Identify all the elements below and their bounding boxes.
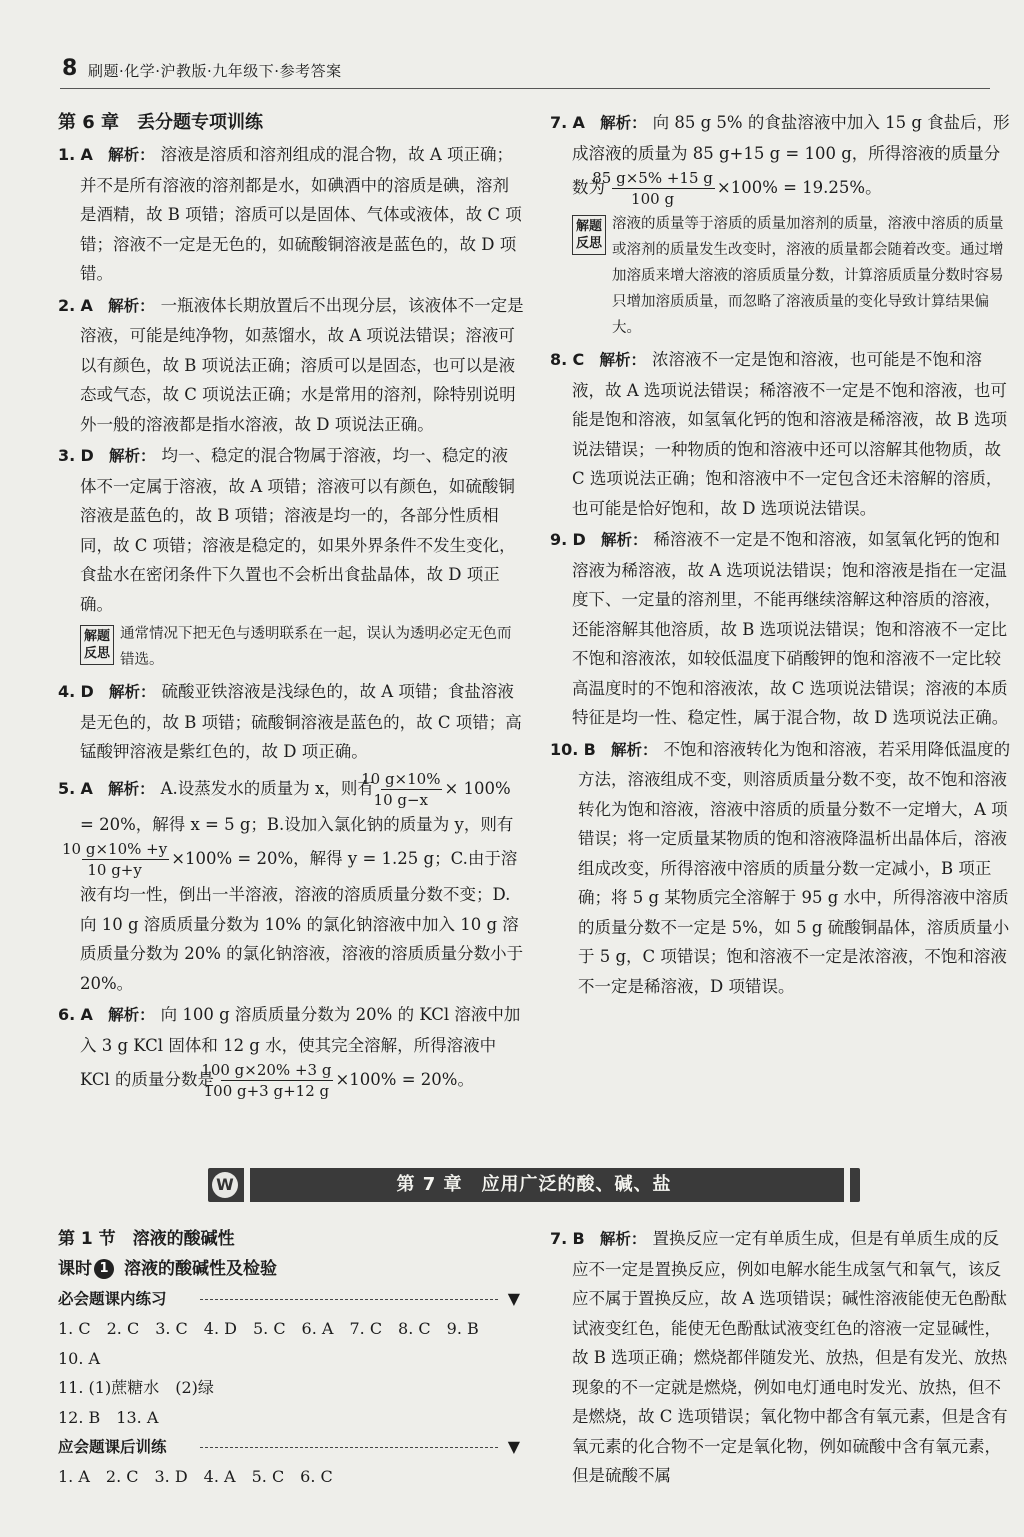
dashed-rule (200, 1447, 498, 1448)
reflection-text: 通常情况下把无色与透明联系在一起，误认为透明必定无色而错选。 (120, 626, 512, 668)
fraction-numerator: 10 g×10% +y (62, 840, 168, 858)
tag-line-1: 解题 (576, 219, 603, 234)
tag-line-2: 反思 (84, 646, 111, 661)
question-8 (550, 345, 1014, 523)
question-5 (58, 769, 524, 999)
tag-line-1: 解题 (84, 629, 111, 644)
practice-heading-1 (58, 1284, 524, 1314)
page-header (60, 56, 990, 89)
fraction (592, 168, 715, 209)
reflection-tag (80, 625, 114, 665)
lesson-prefix: 课时 (58, 1259, 92, 1279)
reflection-text: 溶液的质量等于溶质的质量加溶剂的质量，溶液中溶质的质量或溶剂的质量发生改变时，溶液的质量都会随着改变。通过增加溶质来增大溶液的溶质质量分数，计算溶质质量分数时容易只增加溶质质量，而忽略了溶液质量的变化导致计算结果偏大。 (612, 216, 1004, 336)
question-1 (58, 140, 524, 289)
answer-letter: B (583, 739, 596, 759)
question-number: 7. (550, 113, 568, 132)
analysis-text: ×100% = 19.25%。 (716, 178, 882, 197)
analysis-label: 解析： (601, 531, 648, 549)
brand-logo-icon: W (212, 1172, 238, 1198)
reflection-note-7 (572, 211, 1014, 341)
answer-letter: A (80, 295, 93, 315)
analysis-label: 解析： (108, 779, 155, 798)
question-number: 10. (550, 739, 579, 759)
analysis-text: 不饱和溶液转化为饱和溶液，若采用降低温度的方法，溶液组成不变，则溶质质量分数不变，故不饱和溶液转化为饱和溶液，溶液中溶质的质量分数不一定增大，A 项错误；将一定质量某物质的饱和溶液降温析出晶体后，溶液组成改变，所得溶液中溶质的质量分数一定减小，B 项正确；将 5 g 某物质完全溶解于 95 g 水中，所得溶液中溶质的质量分数不一定是 5%，如 5 g 硫酸铜晶体，溶质质量小于 5 g，C 项错误；饱和溶液不一定是浓溶液，不饱和溶液不一定是稀溶液，D 项错误。 (578, 739, 1011, 996)
practice-heading-2 (58, 1432, 524, 1462)
analysis-label: 解析： (108, 296, 155, 315)
chapter7-right-column (550, 1224, 1014, 1493)
lesson-number-badge: 1 (94, 1259, 114, 1279)
answer-letter: A (80, 778, 93, 798)
question-number: 5. (58, 778, 76, 798)
question-number: 2. (58, 295, 76, 315)
practice-label: 应会题课后训练 (58, 1438, 167, 1456)
question-number: 1. (58, 145, 76, 164)
analysis-text: × 100% = 20%，解得 x = 5 g；B.设加入氯化钠的质量为 y，则有 (80, 778, 514, 834)
answer-row: 1. A 2. C 3. D 4. A 5. C 6. C (58, 1467, 333, 1486)
fraction-numerator: 85 g×5% +15 g (592, 169, 713, 187)
answer-letter: A (80, 1005, 93, 1024)
analysis-text: 硫酸亚铁溶液是浅绿色的，故 A 项错；食盐溶液是无色的，故 B 项错；硫酸铜溶液是蓝色的，故 C 项错；高锰酸钾溶液是紫红色的，故 D 项正确。 (80, 682, 522, 761)
answer-letter: D (80, 682, 94, 701)
answer-letter: C (572, 350, 585, 369)
question-number: 6. (58, 1005, 76, 1024)
analysis-text: 浓溶液不一定是饱和溶液，也可能是不饱和溶液，故 A 选项说法错误；稀溶液不一定是不饱和溶液，也可能是饱和溶液，如氢氧化钙的饱和溶液是稀溶液，故 B 选项说法错误；一种物质的饱和溶液中还可以溶解其他物质，故 C 选项说法正确；饱和溶液中不一定包含还未溶解的溶质，也可能是恰好饱和，故 D 选项说法错误。 (572, 350, 1008, 518)
lesson-name: 溶液的酸碱性及检验 (124, 1259, 277, 1279)
fraction-numerator: 100 g×20% +3 g (201, 1061, 332, 1079)
analysis-label: 解析： (599, 351, 646, 369)
fraction (62, 839, 169, 880)
reflection-tag (572, 215, 606, 255)
chapter7-title: 第 7 章 应用广泛的酸、碱、盐 (396, 1174, 672, 1195)
question-number: 9. (550, 530, 568, 549)
analysis-text: ×100% = 20%。 (335, 1070, 474, 1089)
answer-row: 10. A (58, 1348, 101, 1368)
analysis-text: 向 85 g 5% 的食盐溶液中加入 15 g 食盐后，形成溶液的质量为 85 g+15 g = 100 g，所得溶液的质量分数为 (572, 113, 1010, 197)
dashed-rule (200, 1299, 498, 1300)
analysis-label: 解析： (600, 114, 647, 132)
answer-list-1 (58, 1314, 524, 1432)
analysis-label: 解析： (108, 1006, 155, 1024)
question-2 (58, 291, 524, 440)
analysis-text: 一瓶液体长期放置后不出现分层，该液体不一定是溶液，可能是纯净物，如蒸馏水，故 A 项说法错误；溶液可以有颜色，故 B 项说法正确；溶质可以是固态，也可以是液态或气态，故 C 项说法正确；水是常用的溶剂，除特别说明外一般的溶液都是指水溶液，故 D 项说法正确。 (80, 295, 524, 434)
analysis-label: 解析： (108, 146, 155, 164)
banner-divider (844, 1168, 850, 1202)
question-number: 7. (550, 1229, 568, 1248)
ch7-question-7 (550, 1224, 1014, 1491)
analysis-label: 解析： (599, 1230, 647, 1248)
analysis-text: 向 100 g 溶质质量分数为 20% 的 KCl 溶液中加入 3 g KCl 固体和 12 g 水，使其完全溶解，所得溶液中 KCl 的质量分数是 (80, 1005, 521, 1089)
practice-label: 必会题课内练习 (58, 1290, 167, 1308)
answer-row: 11. (1)蔗糖水 (2)绿 (58, 1378, 214, 1397)
analysis-text: 溶液是溶质和溶剂组成的混合物，故 A 项正确；并不是所有溶液的溶剂都是水，如碘酒中的溶质是碘，溶剂是酒精，故 B 项错；溶质可以是固体、气体或液体，故 C 项错；溶液不一定是无色的，如硫酸铜溶液是蓝色的，故 D 项错。 (80, 145, 522, 283)
analysis-text: A.设蒸发水的质量为 x，则有 (160, 778, 374, 798)
question-7 (550, 108, 1014, 209)
question-6 (58, 1000, 524, 1101)
question-number: 3. (58, 446, 76, 465)
running-title: 刷题·化学·沪教版·九年级下·参考答案 (88, 62, 342, 80)
tag-line-2: 反思 (576, 236, 603, 251)
answer-letter: A (572, 113, 585, 132)
question-number: 8. (550, 350, 568, 369)
fraction-denominator: 10 g+y (87, 861, 142, 879)
analysis-label: 解析： (611, 740, 658, 759)
answer-letter: A (80, 145, 93, 164)
section-title: 第 1 节 溶液的酸碱性 (58, 1229, 235, 1249)
chapter7-left-column (58, 1224, 524, 1492)
answer-row: 12. B 13. A (58, 1407, 159, 1427)
fraction (361, 769, 442, 810)
answer-list-2 (58, 1462, 524, 1492)
fraction (201, 1060, 333, 1101)
question-number: 4. (58, 682, 76, 701)
answer-letter: D (80, 446, 94, 465)
question-4 (58, 677, 524, 767)
answer-row: 1. C 2. C 3. C 4. D 5. C 6. A 7. C 8. C 9. B (58, 1319, 479, 1338)
answer-letter: B (572, 1229, 585, 1248)
chapter7-banner (208, 1168, 860, 1202)
fraction-denominator: 100 g+3 g+12 g (203, 1082, 330, 1100)
question-3 (58, 441, 524, 619)
fraction-denominator: 10 g−x (373, 790, 429, 809)
analysis-text: 稀溶液不一定是不饱和溶液，如氢氧化钙的饱和溶液为稀溶液，故 A 选项说法错误；饱和溶液是指在一定温度下、一定量的溶剂里，不能再继续溶解这种溶质的溶液，还能溶解其他溶质，故 B 选项说法错误；饱和溶液不一定比不饱和溶液浓，如较低温度下硝酸钾的饱和溶液不一定比较高温度时的不饱和溶液浓，故 C 选项说法错误；溶液的本质特征是均一性、稳定性，属于混合物，故 D 选项说法正确。 (572, 530, 1009, 727)
question-10 (550, 735, 1014, 1002)
analysis-text: 均一、稳定的混合物属于溶液，均一、稳定的液体不一定属于溶液，故 A 项错；溶液可以有颜色，如硫酸铜溶液是蓝色的，故 B 项错；溶液是均一的，各部分性质相同，故 C 项错；溶液是稳定的，如果外界条件不发生变化，食盐水在密闭条件下久置也不会析出食盐晶体，故 D 项正确。 (80, 446, 516, 614)
analysis-text: ×100% = 20%，解得 y = 1.25 g；C.由于溶液有均一性，倒出一半溶液，溶液的溶质质量分数不变；D.向 10 g 溶质质量分数为 10% 的氯化钠溶液中加入 10 g 溶质质量分数为 20% 的氯化钠溶液，溶液的溶质质量分数小于 20%。 (80, 849, 524, 993)
right-column (550, 108, 1014, 1003)
triangle-down-icon: ▼ (507, 1289, 520, 1308)
fraction-numerator: 10 g×10% (361, 769, 441, 788)
question-9 (550, 525, 1014, 733)
chapter6-title: 第 6 章 丢分题专项训练 (58, 112, 264, 133)
page-number: 8 (62, 56, 78, 81)
left-column (58, 108, 524, 1103)
reflection-note-3 (80, 621, 524, 673)
lesson-title (58, 1254, 524, 1284)
analysis-text: 置换反应一定有单质生成，但是有单质生成的反应不一定是置换反应，例如电解水能生成氢气和氧气，该反应不属于置换反应，故 A 选项错误；碱性溶液能使无色酚酞试液变红色，能使无色酚酞试液变红色的溶液一定显碱性，故 B 选项正确；燃烧都伴随发光、放热，但是有发光、放热现象的不一定就是燃烧，例如电灯通电时发光、放热，但不是燃烧，故 C 选项错误；氧化物中都含有氧元素，但是含有氧元素的化合物不一定是氧化物，例如硫酸中含有氧元素，但是硫酸不属 (572, 1229, 1008, 1485)
analysis-label: 解析： (109, 447, 156, 465)
analysis-label: 解析： (109, 683, 156, 701)
fraction-denominator: 100 g (631, 190, 675, 208)
answer-letter: D (572, 530, 586, 549)
triangle-down-icon: ▼ (507, 1437, 520, 1456)
